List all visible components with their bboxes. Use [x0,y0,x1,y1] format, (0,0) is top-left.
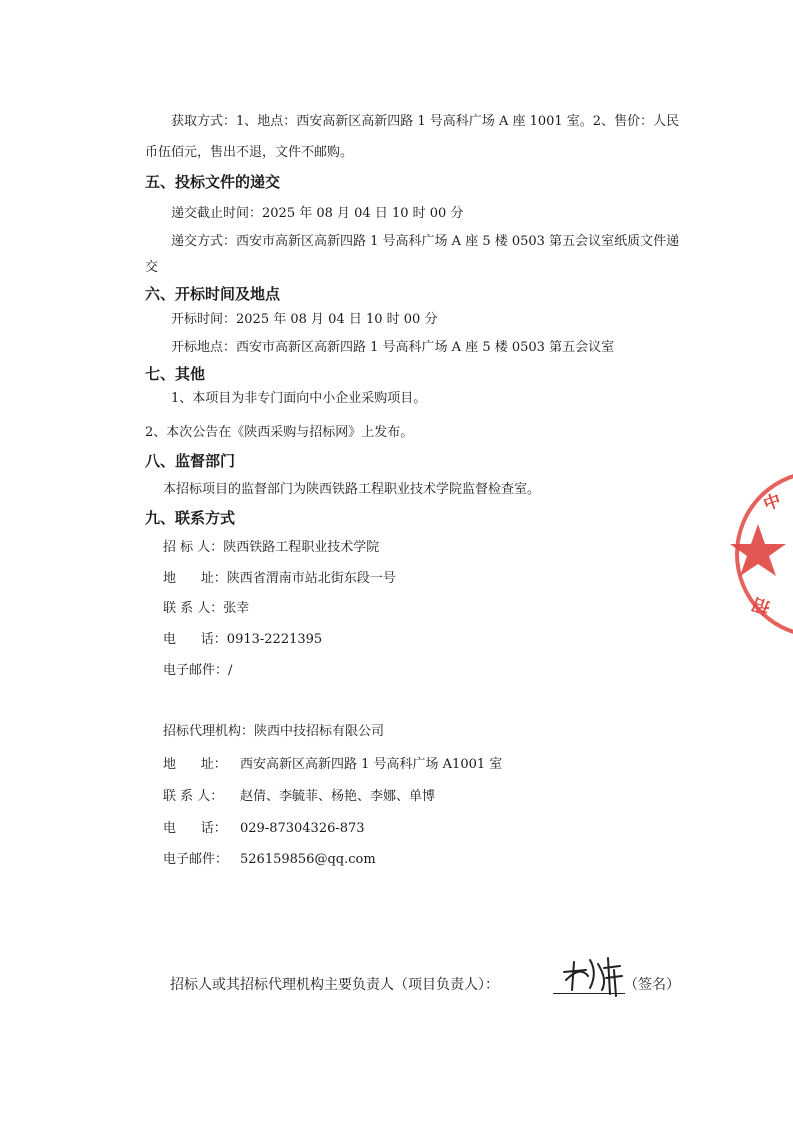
field-value: 张幸 [223,601,250,616]
signature-prefix: 招标人或其招标代理机构主要负责人（项目负责人）： [170,977,499,993]
signature-suffix: （签名） [624,977,680,993]
field-value: / [228,663,233,678]
tenderer-name-row [163,539,379,557]
submission-method-line-1: 递交方式：西安市高新区高新四路 1 号高科广场 A 座 5 楼 0503 第五会议室纸质文件递 [171,234,680,249]
field-label: 联 系 人： [163,789,224,804]
other-item-2: 2、本次公告在《陕西采购与招标网》上发布。 [145,425,414,440]
submission-deadline: 递交截止时间：2025 年 08 月 04 日 10 时 00 分 [171,206,464,221]
field-label: 电 话： [163,632,227,647]
field-label: 招标代理机构： [163,724,255,739]
section-9-heading: 九、联系方式 [145,509,236,527]
field-label: 电子邮件： [163,852,229,867]
field-label: 联 系 人： [163,601,224,616]
field-value: 陕西中技招标有限公司 [254,724,385,739]
field-label: 地 址： [163,571,227,586]
field-value: 陕西铁路工程职业技术学院 [223,540,380,555]
seal-text-bottom: 招 [749,592,773,618]
supervision-text: 本招标项目的监督部门为陕西铁路工程职业技术学院监督检查室。 [163,482,541,497]
opening-place: 开标地点：西安市高新区高新四路 1 号高科广场 A 座 5 楼 0503 第五会议室 [171,340,615,355]
field-value: 0913-2221395 [226,632,323,647]
section-8-heading: 八、监督部门 [145,452,236,470]
other-item-1: 1、本项目为非专门面向中小企业采购项目。 [171,391,427,406]
field-value: 赵倩、李毓菲、杨艳、李娜、单博 [240,789,436,804]
agency-contact-row [163,788,435,806]
field-label: 电 话： [163,821,227,836]
tenderer-email-row [163,662,232,680]
tenderer-phone-row [163,631,322,649]
seal-star-icon [728,520,788,580]
tenderer-address-row [163,570,396,588]
agency-phone-row [163,820,365,838]
section-6-heading: 六、开标时间及地点 [145,285,281,303]
seal-text-top: 中 [760,490,784,516]
submission-method-line-2: 交 [145,260,159,275]
field-value: 陕西省渭南市站北街东段一号 [226,571,396,586]
field-value: 029-87304326-873 [240,821,365,836]
field-value: 西安高新区高新四路 1 号高科广场 A1001 室 [240,757,503,772]
acquisition-line-2: 币伍佰元，售出不退，文件不邮购。 [145,145,354,160]
agency-name-row [163,723,384,741]
section-5-heading: 五、投标文件的递交 [145,173,281,191]
field-label: 电子邮件： [163,663,229,678]
field-value: 526159856@qq.com [240,852,376,867]
field-label: 地 址： [163,757,227,772]
agency-address-row [163,756,502,774]
opening-time: 开标时间：2025 年 08 月 04 日 10 时 00 分 [171,312,438,327]
acquisition-line-1: 获取方式：1、地点：西安高新区高新四路 1 号高科广场 A 座 1001 室。2、售价：人民 [171,114,680,129]
tenderer-contact-row [163,600,249,618]
handwritten-signature [560,950,630,998]
section-7-heading: 七、其他 [145,365,206,383]
agency-email-row [163,851,376,869]
field-label: 招 标 人： [163,540,224,555]
